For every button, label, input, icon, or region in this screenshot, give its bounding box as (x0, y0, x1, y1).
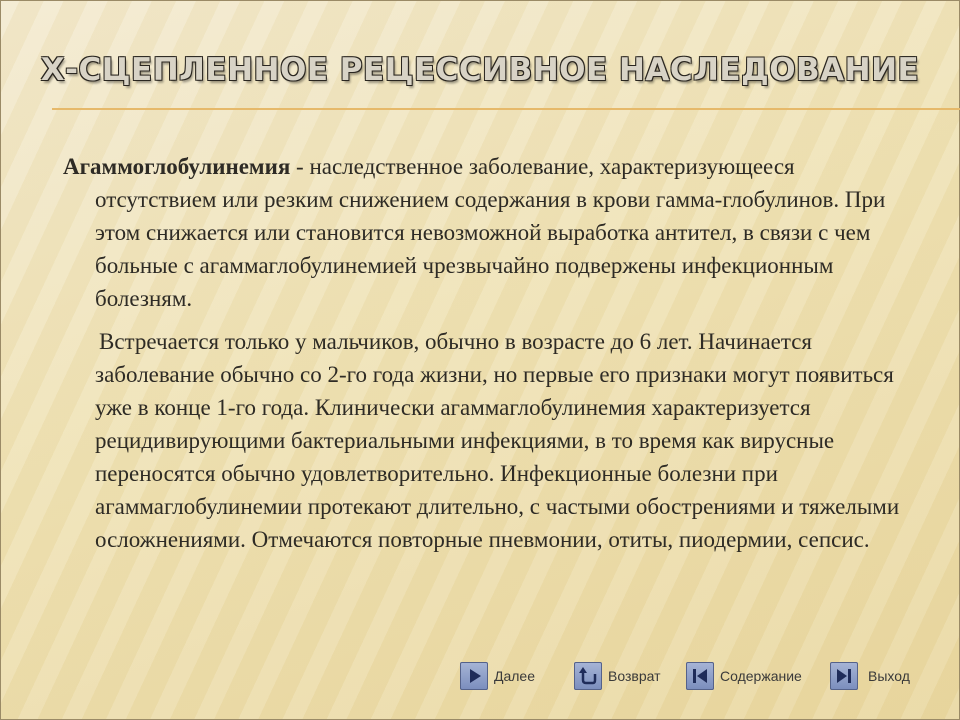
contents-button[interactable] (686, 662, 802, 690)
skip-back-icon (686, 662, 714, 690)
title-divider (52, 108, 960, 110)
paragraph-definition (63, 150, 903, 315)
exit-label: Выход (868, 668, 910, 684)
slide-title: Х-СЦЕПЛЕННОЕ РЕЦЕССИВНОЕ НАСЛЕДОВАНИЕ (40, 52, 920, 88)
definition-text: - наследственное заболевание, характеризующееся отсутствием или резким снижением содержания в крови гамма-глобулинов. При этом снижается или становится невозможной выработка антител, в связи с чем больные с агаммаглобулинемией чрезвычайно подвержены инфекционным болезням. (95, 154, 886, 311)
back-label: Возврат (608, 668, 661, 684)
slide-body (63, 150, 903, 556)
return-icon (574, 662, 602, 690)
contents-label: Содержание (720, 668, 802, 684)
back-button[interactable] (574, 662, 661, 690)
next-button[interactable] (460, 662, 535, 690)
skip-forward-icon (830, 662, 858, 690)
next-label: Далее (494, 668, 536, 684)
paragraph-clinical: Встречается только у мальчиков, обычно в возрасте до 6 лет. Начинается заболевание обычно со 2-го года жизни, но первые его признаки могут появиться уже в конце 1-го года. Клинически агаммаглобулинемия характеризуется рецидивирующими бактериальными инфекциями, в то время как вирусные переносятся обычно удовлетворительно. Инфекционные болезни при агаммаглобулинемии протекают длительно, с частыми обострениями и тяжелыми осложнениями. Отмечаются повторные пневмонии, отиты, пиодермии, сепсис. (95, 329, 900, 552)
term-agammaglobulinemia: Агаммоглобулинемия (63, 154, 291, 179)
play-icon (460, 662, 488, 690)
exit-button[interactable] (830, 662, 910, 690)
